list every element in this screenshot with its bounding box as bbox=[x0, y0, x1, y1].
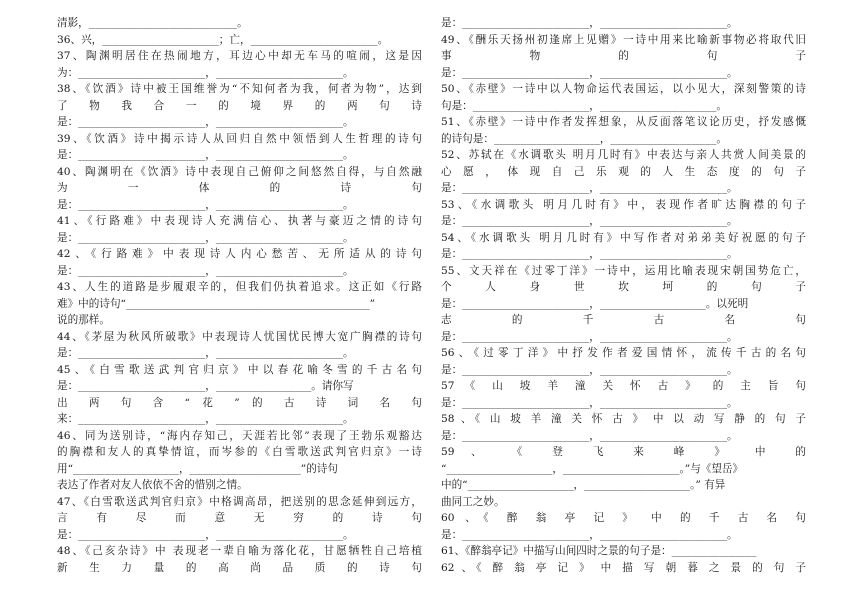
left-column-line: 37、陶渊明居住在热闹地方，耳边心中却无车马的喧闹，这是因 bbox=[57, 50, 422, 62]
left-column-line: 出 两 句 含 “ 花 ” 的 古 诗 词 名 句 bbox=[57, 396, 422, 409]
left-column-line: 是：________________________，________________________。 bbox=[57, 149, 354, 161]
right-column-line: 56、《过零丁洋》中抒发作者爱国情怀，流传千古的名句 bbox=[441, 347, 806, 359]
left-column-line: 了 物 我 合 一 的 境 界 的 两 句 诗 bbox=[57, 99, 422, 112]
right-column-line: 曲同工之妙。 bbox=[441, 495, 505, 508]
left-column-line: 言 有 尽 而 意 无 穷 的 诗 句 bbox=[57, 512, 422, 524]
right-column-line: 58 、《 山 坡 羊 潼 关 怀 古 》 中 以 动 写 静 的 句 子 bbox=[441, 413, 806, 425]
left-column-line: 是：________________________，________________________。 bbox=[57, 528, 354, 541]
left-column-line: 45、《白雪歌送武判官归京》中以春花喻冬雪的千古名句 bbox=[57, 363, 422, 376]
right-column-line: 是：________________________，____________________。以死明 bbox=[441, 297, 749, 310]
right-column-line: 53、《水调歌头 明月几时有》中，表现作者旷达胸襟的句子 bbox=[441, 198, 806, 211]
right-column-line: 是：________________________，________________________。 bbox=[441, 330, 738, 343]
left-column-line: 是：________________________，__________________。请你写 bbox=[57, 380, 354, 392]
right-column-line: 52、苏轼在《水调歌头 明月几时有》中表达与亲人共赏人间美景的 bbox=[441, 149, 806, 161]
right-column-line: 是：________________________，________________________。 bbox=[441, 17, 738, 29]
right-column-line: 个 人 身 世 坎 坷 的 句 子 bbox=[441, 281, 806, 293]
left-column-line: 是：________________________，________________________。 bbox=[57, 347, 354, 359]
right-column-line: 是：________________________，________________________。 bbox=[441, 429, 738, 442]
right-column-line: 是：________________________，________________________。 bbox=[441, 528, 738, 541]
right-column-line: 是：________________________，________________________。 bbox=[441, 396, 738, 409]
right-column-line: 心 愿 ， 体 现 自 己 乐 观 的 人 生 态 度 的 句 子 bbox=[441, 165, 806, 178]
left-column-line: 38、《饮酒》诗中被王国维誉为“不知何者为我，何者为物”，达到 bbox=[57, 83, 422, 95]
left-column-line: 44、《茅屋为秋风所破歌》中表现诗人忧国忧民博大宽广胸襟的诗句 bbox=[57, 330, 422, 343]
left-column-line: 48、《己亥杂诗》中 表现老一辈自喻为落化花，甘愿牺牲自己培植 bbox=[57, 545, 422, 557]
right-column-line: 59 、 《 登 飞 来 峰 》 中 的 bbox=[441, 446, 806, 458]
left-column-line: 为 一 体 的 诗 句 bbox=[57, 182, 422, 194]
left-column-line: 是：________________________，________________________。 bbox=[57, 264, 354, 277]
right-column-line: 54、《水调歌头 明月几时有》中写作者对弟弟美好祝愿的句子 bbox=[441, 231, 806, 244]
left-column bbox=[57, 15, 422, 576]
right-column bbox=[441, 15, 806, 576]
right-column-line: 志 的 千 古 名 句 bbox=[441, 314, 806, 326]
left-column-line: 36、兴，______________________；亡，________________________。 bbox=[57, 33, 389, 46]
right-column-line: 51、《赤壁》一诗中作者发挥想象，从反面落笔议论历史，抒发感慨 bbox=[441, 116, 806, 128]
left-column-line: 41、《行路难》中表现诗人充满信心、执著与豪迈之情的诗句 bbox=[57, 215, 422, 227]
left-column-line: 46、同为送别诗，“海内存知己，天涯若比邻”表现了王勃乐观豁达 bbox=[57, 429, 422, 442]
left-column-line: 难》中的诗句“______________________________________________” bbox=[57, 297, 376, 310]
left-column-line: 47、《白雪歌送武判官归京》中格调高昂，把送别的思念延伸到远方， bbox=[57, 495, 422, 508]
right-column-line: 事 物 的 句 子 bbox=[441, 50, 806, 62]
left-column-line: 来：________________________，________________________。 bbox=[57, 413, 354, 425]
right-column-line: 60 、《 醉 翁 亭 记 》 中 的 千 古 名 句 bbox=[441, 512, 806, 524]
right-column-line: 是：________________________，________________________。 bbox=[441, 248, 738, 260]
left-column-line: 说的那样。 bbox=[57, 314, 110, 326]
right-column-line: 55、文天祥在《过零丁洋》一诗中，运用比喻表现宋朝国势危亡， bbox=[441, 264, 806, 277]
left-column-line: 是：________________________，________________________。 bbox=[57, 231, 354, 244]
right-column-line: 62 、《 醉 翁 亭 记 》 中 描 写 朝 暮 之 景 的 句 子 bbox=[441, 561, 806, 574]
right-column-line: 50、《赤壁》一诗中以人物命运代表国运，以小见大，深刻警策的诗 bbox=[441, 83, 806, 95]
left-column-line: 用“____________________，_____________________”的诗句 bbox=[57, 462, 338, 475]
right-column-line: 的诗句是：____________________，____________________。 bbox=[441, 132, 728, 145]
right-column-line: 中的“____________________，____________________。” 有异 bbox=[441, 479, 726, 491]
left-column-line: 清影，____________________________。 bbox=[57, 17, 248, 29]
right-column-line: 是：________________________，________________________。 bbox=[441, 363, 738, 376]
left-column-line: 的胸襟和友人的真挚情谊，而岑参的《白雪歌送武判官归京》一诗 bbox=[57, 446, 422, 458]
right-column-line: 57 《 山 坡 羊 潼 关 怀 古 》 的 主 旨 句 bbox=[441, 380, 806, 392]
left-column-line: 表达了作者对友人依依不舍的惜别之情。 bbox=[57, 479, 248, 491]
right-column-line: 是：________________________，________________________。 bbox=[441, 215, 738, 227]
left-column-line: 40、陶渊明在《饮酒》诗中表现自己俯仰之间悠然自得，与自然融 bbox=[57, 165, 422, 178]
left-column-line: 43、人生的道路是步履艰辛的，但我们仍执着追求。这正如《行路 bbox=[57, 281, 422, 293]
right-column-line: 句是：______________________，______________________。 bbox=[441, 99, 728, 112]
right-column-line: “____________________，______________________。”与《望岳》 bbox=[441, 462, 744, 475]
left-column-line: 39、《饮酒》诗中揭示诗人从回归自然中领悟到人生哲理的诗句 bbox=[57, 132, 422, 145]
left-column-line: 是：________________________，________________________。 bbox=[57, 198, 354, 211]
right-column-line: 61、《醉翁亭记》中描写山间四时之景的句子是：________________ bbox=[441, 545, 757, 557]
right-column-line: 是：________________________，________________________。 bbox=[441, 66, 738, 79]
left-column-line: 新 生 力 量 的 高 尚 品 质 的 诗 句 bbox=[57, 561, 422, 574]
right-column-line: 是：________________________，________________________。 bbox=[441, 182, 738, 194]
left-column-line: 是：________________________，________________________。 bbox=[57, 116, 354, 128]
left-column-line: 为：________________________，________________________。 bbox=[57, 66, 354, 79]
left-column-line: 42、《行路难》中表现诗人内心愁苦、无所适从的诗句 bbox=[57, 248, 422, 260]
right-column-line: 49、《酬乐天扬州初逢席上见赠》一诗中用来比喻新事物必将取代旧 bbox=[441, 33, 806, 46]
